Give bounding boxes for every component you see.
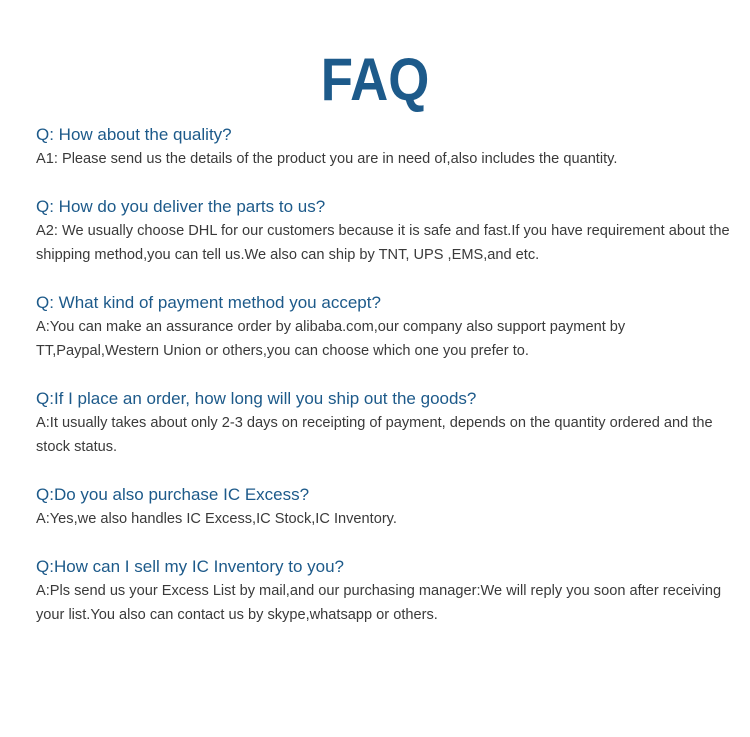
faq-question: Q: What kind of payment method you accept? bbox=[36, 293, 381, 312]
faq-item-quality bbox=[36, 124, 736, 171]
faq-question: Q:If I place an order, how long will you ship out the goods? bbox=[36, 389, 477, 408]
faq-answer: A:You can make an assurance order by alibaba.com,our company also support payment by TT,Paypal,Western Union or others,you can choose which one you prefer to. bbox=[36, 319, 626, 359]
faq-question: Q: How do you deliver the parts to us? bbox=[36, 197, 326, 216]
faq-answer: A2: We usually choose DHL for our customers because it is safe and fast.If you have requirement about the shipping method,you can tell us.We also can ship by TNT, UPS ,EMS,and etc. bbox=[36, 223, 730, 263]
faq-item-payment bbox=[36, 292, 736, 363]
faq-item-excess bbox=[36, 484, 736, 531]
faq-answer: A:Pls send us your Excess List by mail,and our purchasing manager:We will reply you soon after receiving your list.You also can contact us by skype,whatsapp or others. bbox=[36, 583, 722, 623]
faq-item-shipping-time bbox=[36, 388, 736, 459]
faq-item-sell-inventory bbox=[36, 556, 736, 627]
faq-question: Q:How can I sell my IC Inventory to you? bbox=[36, 557, 345, 576]
faq-answer: A1: Please send us the details of the product you are in need of,also includes the quantity. bbox=[36, 151, 618, 167]
faq-answer: A:Yes,we also handles IC Excess,IC Stock,IC Inventory. bbox=[36, 511, 397, 527]
page-title: FAQ bbox=[320, 46, 430, 113]
faq-question: Q: How about the quality? bbox=[36, 125, 232, 144]
faq-question: Q:Do you also purchase IC Excess? bbox=[36, 485, 310, 504]
faq-answer: A:It usually takes about only 2-3 days on receipting of payment, depends on the quantity ordered and the stock status. bbox=[36, 415, 713, 455]
faq-item-delivery bbox=[36, 196, 736, 267]
